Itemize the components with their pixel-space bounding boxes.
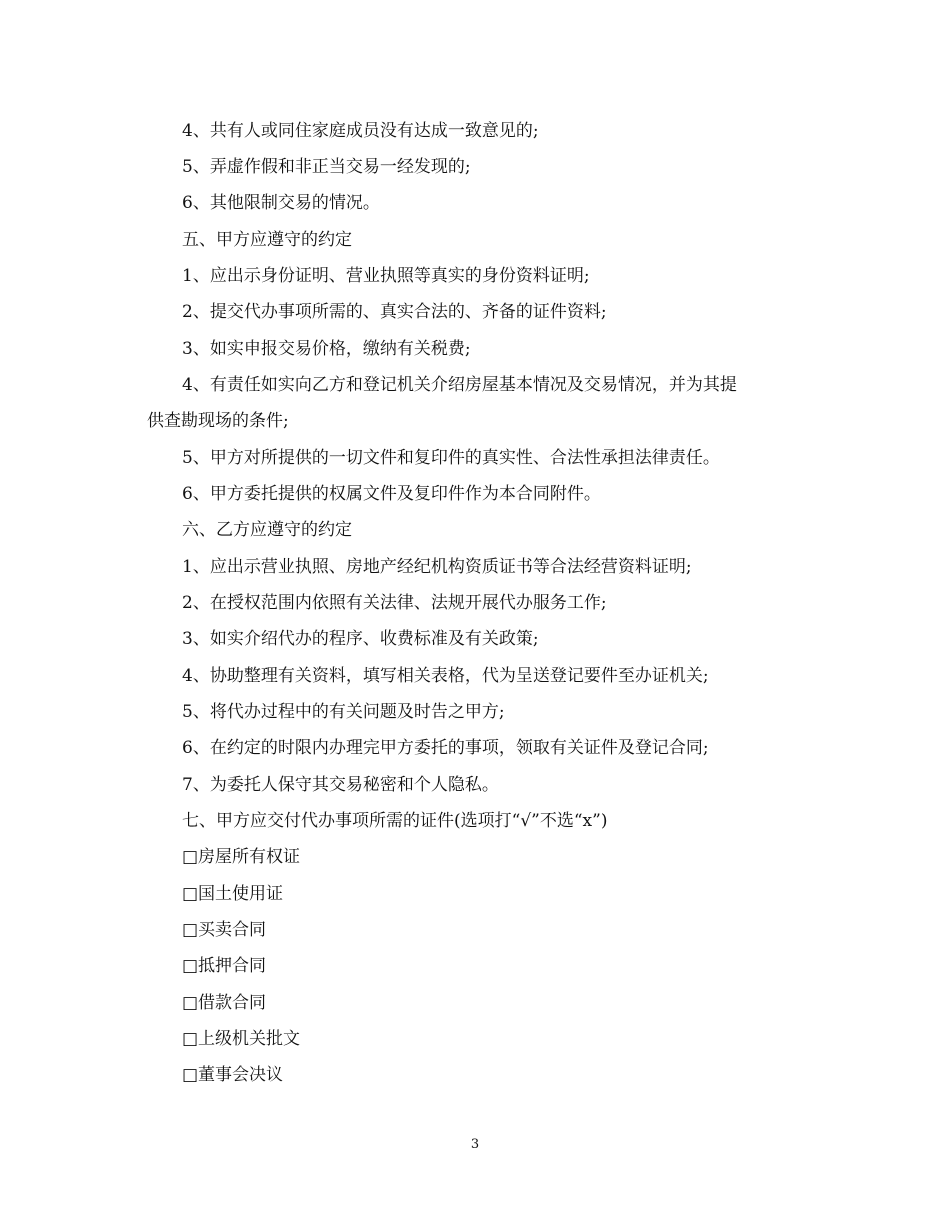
checkbox-item: □抵押合同 <box>182 956 267 976</box>
checkbox-item: □房屋所有权证 <box>182 847 301 867</box>
clause-line: 4、共有人或同住家庭成员没有达成一致意见的; <box>182 121 539 141</box>
clause-line: 5、弄虚作假和非正当交易一经发现的; <box>182 157 471 177</box>
checkbox-item: □国土使用证 <box>182 884 284 904</box>
section-heading: 六、乙方应遵守的约定 <box>182 520 352 540</box>
clause-line: 6、甲方委托提供的权属文件及复印件作为本合同附件。 <box>182 484 601 504</box>
clause-line: 5、将代办过程中的有关问题及时告之甲方; <box>182 702 505 722</box>
clause-line: 1、应出示营业执照、房地产经纪机构资质证书等合法经营资料证明; <box>182 557 692 577</box>
clause-line: 5、甲方对所提供的一切文件和复印件的真实性、合法性承担法律责任。 <box>182 448 720 468</box>
clause-line: 4、有责任如实向乙方和登记机关介绍房屋基本情况及交易情况，并为其提 <box>182 375 737 395</box>
clause-line: 7、为委托人保守其交易秘密和个人隐私。 <box>182 775 499 795</box>
section-heading: 五、甲方应遵守的约定 <box>182 230 352 250</box>
checkbox-item: □上级机关批文 <box>182 1029 301 1049</box>
page-number: 3 <box>470 1137 480 1152</box>
clause-line: 4、协助整理有关资料，填写相关表格，代为呈送登记要件至办证机关; <box>182 666 709 686</box>
clause-line: 2、提交代办事项所需的、真实合法的、齐备的证件资料; <box>182 302 607 322</box>
clause-line: 3、如实介绍代办的程序、收费标准及有关政策; <box>182 629 539 649</box>
clause-line: 6、在约定的时限内办理完甲方委托的事项，领取有关证件及登记合同; <box>182 738 709 758</box>
clause-line-continuation: 供查勘现场的条件; <box>147 411 289 431</box>
checkbox-item: □董事会决议 <box>182 1065 284 1085</box>
section-heading: 七、甲方应交付代办事项所需的证件(选项打“√”不选“x”) <box>182 811 608 831</box>
clause-line: 6、其他限制交易的情况。 <box>182 193 380 213</box>
clause-line: 2、在授权范围内依照有关法律、法规开展代办服务工作; <box>182 593 607 613</box>
clause-line: 1、应出示身份证明、营业执照等真实的身份资料证明; <box>182 266 590 286</box>
clause-line: 3、如实申报交易价格，缴纳有关税费; <box>182 339 471 359</box>
checkbox-item: □借款合同 <box>182 993 267 1013</box>
checkbox-item: □买卖合同 <box>182 920 267 940</box>
